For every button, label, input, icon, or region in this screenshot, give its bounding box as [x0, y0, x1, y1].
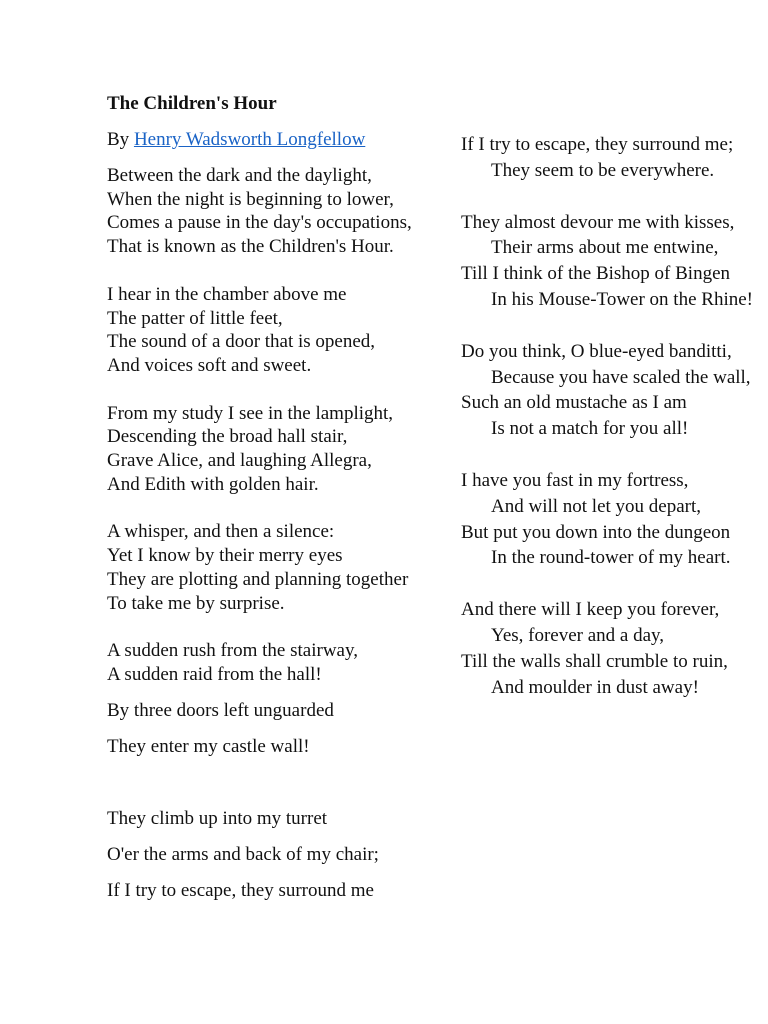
poem-line: Because you have scaled the wall, [491, 366, 751, 388]
poem-line: By three doors left unguarded [107, 699, 334, 721]
poem-line: And moulder in dust away! [491, 676, 699, 698]
stanza [107, 402, 447, 497]
poem-line: I have you fast in my fortress, [461, 469, 689, 491]
poem-line: The patter of little feet, [107, 307, 283, 329]
byline-prefix: By [107, 129, 134, 150]
left-singles-a [107, 699, 447, 759]
poem-line: To take me by surprise. [107, 592, 285, 614]
right-column [461, 132, 761, 726]
poem-line: They climb up into my turret [107, 807, 328, 829]
poem-line: Is not a match for you all! [491, 418, 689, 440]
poem-line: Descending the broad hall stair, [107, 426, 348, 448]
stanza [461, 468, 761, 571]
left-stanzas [107, 164, 447, 687]
poem-line: And will not let you depart, [491, 495, 702, 517]
stanza [461, 339, 761, 442]
poem-line: Such an old mustache as I am [461, 392, 687, 414]
poem-line: A sudden raid from the hall! [107, 663, 322, 685]
poem-line: In his Mouse-Tower on the Rhine! [491, 288, 753, 310]
poem-line: I hear in the chamber above me [107, 283, 347, 305]
byline [107, 128, 447, 152]
left-singles-b [107, 807, 447, 903]
stanza [107, 639, 447, 686]
poem-line: From my study I see in the lamplight, [107, 402, 394, 424]
stanza [461, 597, 761, 700]
poem-line: A sudden rush from the stairway, [107, 640, 358, 662]
stanza-gap [107, 771, 447, 807]
poem-line: They seem to be everywhere. [491, 159, 715, 181]
poem-line: When the night is beginning to lower, [107, 188, 394, 210]
poem-line: Till I think of the Bishop of Bingen [461, 263, 731, 285]
poem-line: A whisper, and then a silence: [107, 521, 335, 543]
poem-line: Till the walls shall crumble to ruin, [461, 650, 728, 672]
stanza [461, 132, 761, 184]
poem-line: They almost devour me with kisses, [461, 211, 735, 233]
poem-line: They are plotting and planning together [107, 568, 409, 590]
poem-line: If I try to escape, they surround me [107, 879, 374, 901]
poem-line: They enter my castle wall! [107, 735, 310, 757]
stanza [107, 283, 447, 378]
stanza [107, 164, 447, 259]
poem-line: In the round-tower of my heart. [491, 547, 731, 569]
poem-line: And voices soft and sweet. [107, 354, 312, 376]
poem-line: Grave Alice, and laughing Allegra, [107, 450, 372, 472]
author-link[interactable]: Henry Wadsworth Longfellow [133, 129, 366, 150]
poem-line: Between the dark and the daylight, [107, 165, 372, 186]
poem-line: And Edith with golden hair. [107, 473, 319, 495]
poem-line: Do you think, O blue-eyed banditti, [461, 340, 732, 362]
poem-line: And there will I keep you forever, [461, 599, 720, 621]
stanza [461, 210, 761, 313]
poem-line: Comes a pause in the day's occupations, [107, 212, 412, 234]
poem-line: But put you down into the dungeon [461, 521, 731, 543]
stanza [107, 520, 447, 615]
right-stanzas [461, 132, 761, 700]
poem-line: Their arms about me entwine, [491, 237, 719, 259]
poem-line: That is known as the Children's Hour. [107, 236, 394, 258]
poem-line: If I try to escape, they surround me; [461, 134, 734, 155]
poem-line: Yet I know by their merry eyes [107, 545, 343, 567]
poem-line: O'er the arms and back of my chair; [107, 843, 379, 865]
left-column [107, 92, 447, 915]
poem-line: The sound of a door that is opened, [107, 331, 376, 353]
poem-line: Yes, forever and a day, [491, 624, 665, 646]
poem-title: The Children's Hour [107, 93, 277, 114]
